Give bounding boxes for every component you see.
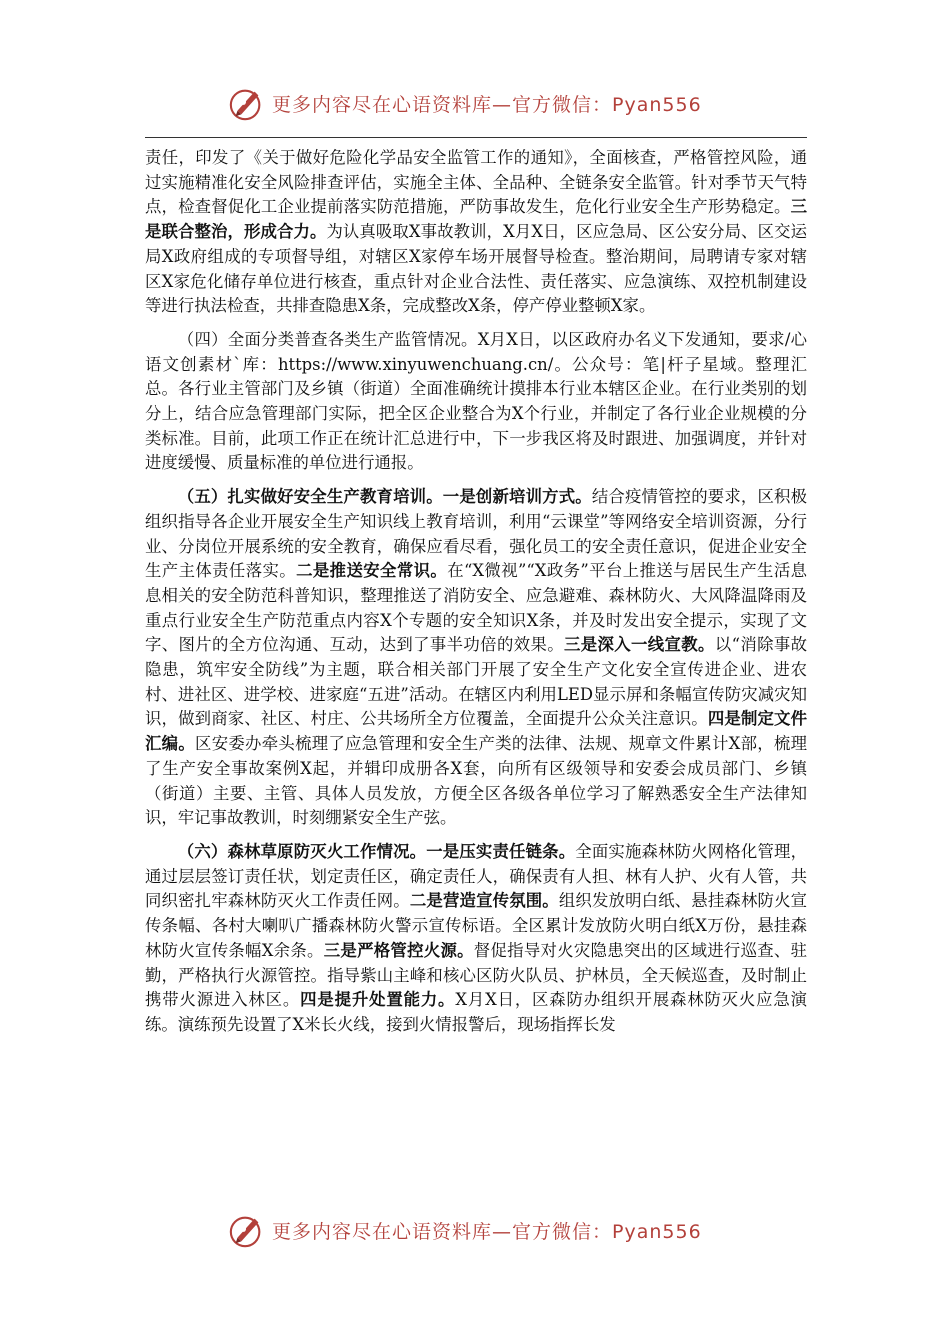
bold-heading-run: （五）扎实做好安全生产教育培训。一是创新培训方式。 xyxy=(177,487,592,507)
text-run: 结合疫情管控的要求，区积极组织指导各企业开展安全生产知识线上教育培训，利用“云课堂”等网络安全培训资源，分行业、分岗位开展系统的安全教育，确保应看尽看，强化员工的安全责任意识，促进企业安全生产主体责任落实。 xyxy=(145,487,807,581)
text-run: 在“X微视”“X政务”平台上推送与居民生产生活息息相关的安全防范科普知识，整理推送了消防安全、应急避难、森林防火、大风降温降雨及重点行业安全生产防范重点内容X个专题的安全知识X条，并及时发出安全提示，实现了文字、图片的全方位沟通、互动，达到了事半功倍的效果。 xyxy=(145,561,808,655)
header-banner xyxy=(228,83,748,123)
text-run: 以“消除事故隐患，筑牢安全防线”为主题，联合相关部门开展了安全生产文化安全宣传进企业、进农村、进社区、进学校、进家庭“五进”活动。在辖区内利用LED显示屏和条幅宣传防灾减灾知识，做到商家、社区、村庄、公共场所全方位覆盖，全面提升公众关注意识。 xyxy=(145,635,808,729)
bold-heading-run: 四是提升处置能力。 xyxy=(300,990,456,1010)
pen-logo-icon xyxy=(228,1211,266,1249)
bold-heading-run: 四是制定文件汇编。 xyxy=(145,709,808,754)
text-run: 督促指导对火灾隐患突出的区域进行巡查、驻勤，严格执行火源管控。指导紫山主峰和核心区防火队员、护林员，全天候巡查，及时制止携带火源进入林区。 xyxy=(145,940,808,1010)
footer-banner xyxy=(228,1210,748,1250)
bold-heading-run: 三是联合整治，形成合力。 xyxy=(145,197,807,242)
text-run: 组织发放明白纸、悬挂森林防火宣传条幅、各村大喇叭广播森林防火警示宣传标语。全区累计发放防火明白纸X万份，悬挂森林防火宣传条幅X余条。 xyxy=(145,891,808,960)
text-run: 责任，印发了《关于做好危险化学品安全监管工作的通知》，全面核查，严格管控风险，通过实施精准化安全风险排查评估，实施全主体、全品种、全链条安全监管。针对季节天气特点，检查督促化工企业提前落实防范措施，严防事故发生，危化行业安全生产形势稳定。 xyxy=(145,148,807,217)
header-rule xyxy=(145,137,807,138)
bold-heading-run: 二是营造宣传氛围。 xyxy=(409,891,559,911)
text-run: 为认真吸取X事故教训，X月X日，区应急局、区公安分局、区交运局X政府组成的专项督导组，对辖区X家停车场开展督导检查。整治期间，局聘请专家对辖区X家危化储存单位进行核查，重点针对企业合法性、责任落实、应急演练、双控机制建设等进行执法检查，共排查隐患X条，完成整改X条，停产停业整顿X家。 xyxy=(145,222,807,316)
bold-heading-run: （六）森林草原防灭火工作情况。一是压实责任链条。 xyxy=(177,841,576,861)
bold-heading-run: 三是深入一线宣教。 xyxy=(563,635,715,655)
header-banner-text: 更多内容尽在心语资料库—官方微信：Pyan556 xyxy=(272,93,702,116)
bold-heading-run: 三是严格管控火源。 xyxy=(323,940,474,960)
bold-heading-run: 二是推送安全常识。 xyxy=(296,561,448,581)
text-run: X月X日，区森防办组织开展森林防灭火应急演练。演练预先设置了X米长火线，接到火情报警后，现场指挥长发 xyxy=(145,990,808,1034)
document-body xyxy=(145,146,807,1038)
text-run: 区安委办牵头梳理了应急管理和安全生产类的法律、法规、规章文件累计X部，梳理了生产安全事故案例X起，并辑印成册各X套，向所有区级领导和安委会成员部门、乡镇（街道）主要、主管、具体人员发放，方便全区各级各单位学习了解熟悉安全生产法律知识，牢记事故教训，时刻绷紧安全生产弦。 xyxy=(145,734,808,828)
paragraph-p2 xyxy=(145,328,807,476)
text-run: 全面实施森林防火网格化管理，通过层层签订责任状，划定责任区，确定责任人，确保责有人担、林有人护、火有人管，共同织密扎牢森林防灭火工作责任网。 xyxy=(145,841,807,911)
paragraph-p3 xyxy=(145,485,807,831)
paragraph-p1 xyxy=(145,146,807,319)
pen-logo-icon xyxy=(228,84,266,122)
text-run: （四）全面分类普查各类生产监管情况。X月X日，以区政府办名义下发通知，要求/心语文创素材`库：https://www.xinyuwenchuang.cn/。公众号：笔|杆子星域。整理汇总。各行业主管部门及乡镇（街道）全面准确统计摸排本行业本辖区企业。在行业类别的划分上，结合应急管理部门实际，把全区企业整合为X个行业，并制定了各行业企业规模的分类标准。目前，此项工作正在统计汇总进行中，下一步我区将及时跟进、加强调度，并针对进度缓慢、质量标准的单位进行通报。 xyxy=(145,329,807,473)
paragraph-p4 xyxy=(145,840,807,1038)
footer-banner-text: 更多内容尽在心语资料库—官方微信：Pyan556 xyxy=(272,1220,702,1243)
